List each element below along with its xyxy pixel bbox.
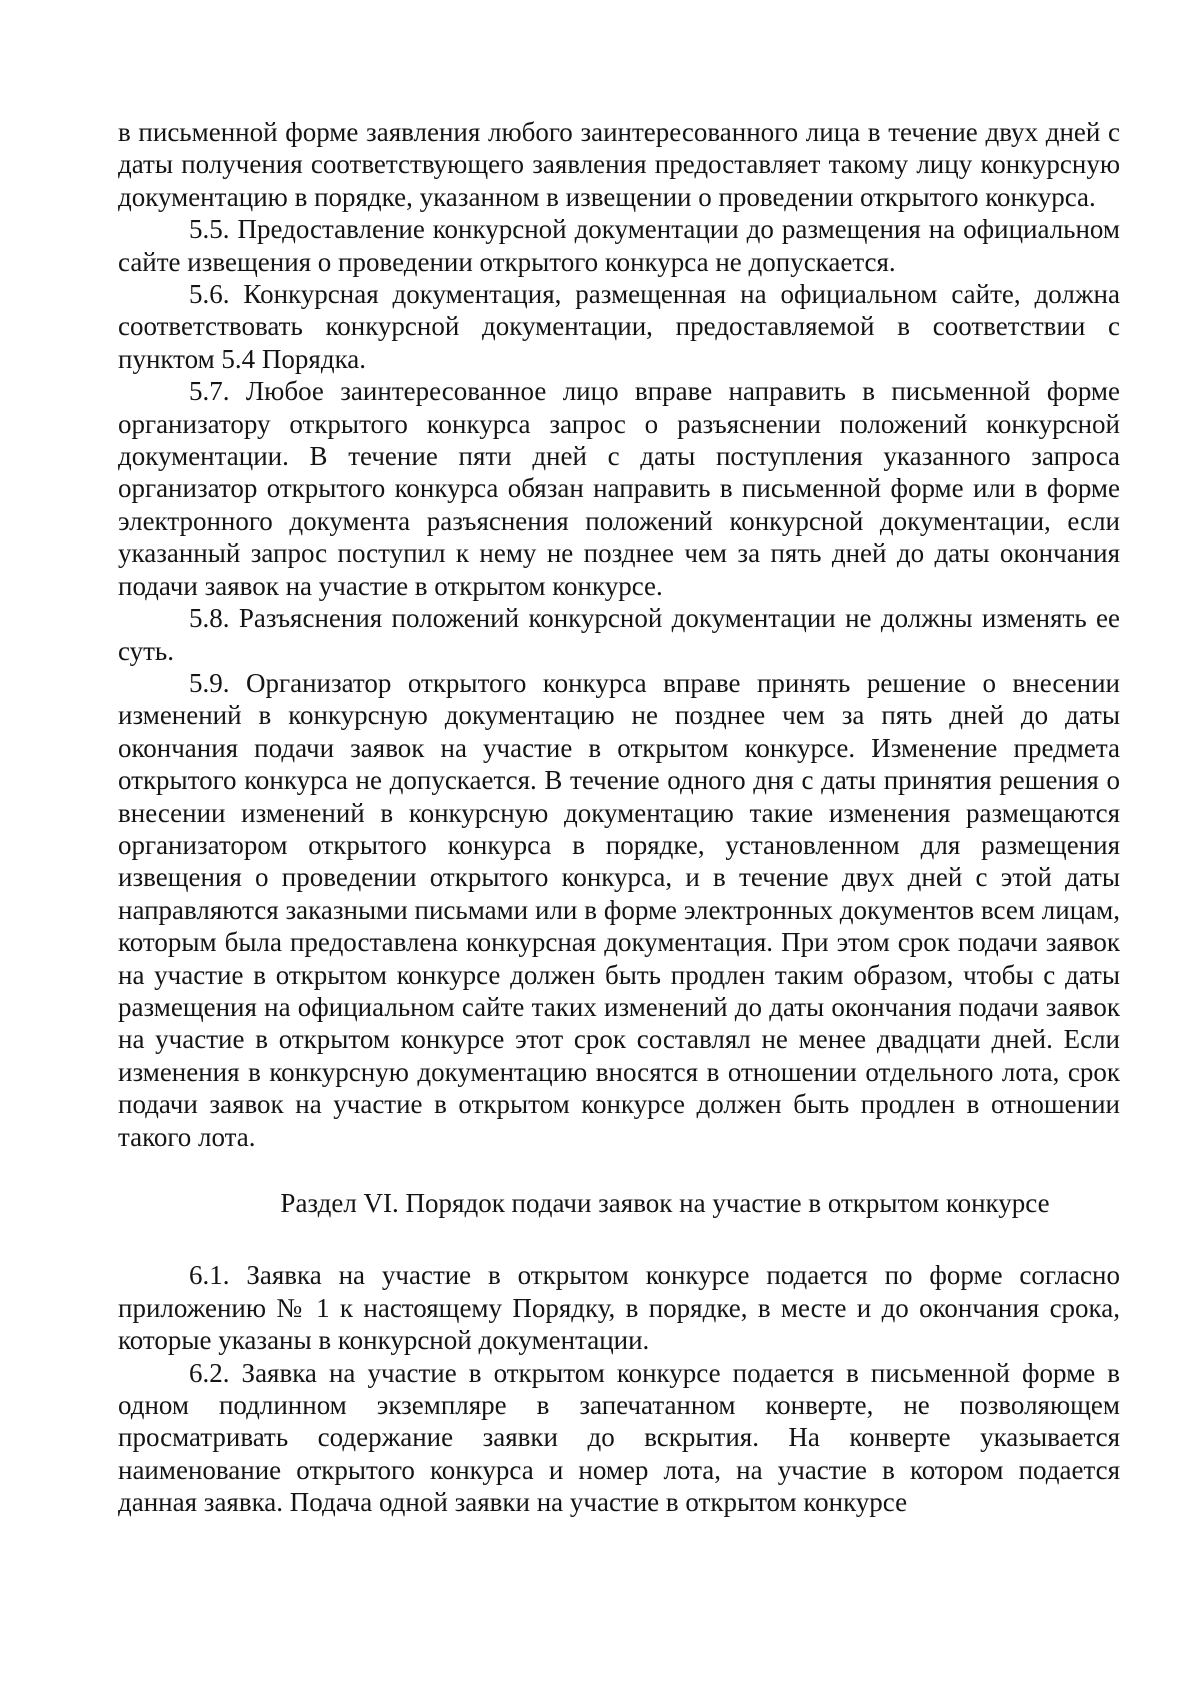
paragraph-continuation: в письменной форме заявления любого заинтересованного лица в течение двух дней с даты получения соответствующего заявления предоставляет такому лицу конкурсную документацию в порядке, указанном в извещении о проведении открытого конкурса. (118, 117, 1120, 212)
document-page (118, 116, 1120, 1519)
spacer (118, 1153, 1120, 1187)
paragraph-5-9: 5.9. Организатор открытого конкурса вправе принять решение о внесении изменений в конкурсную документацию не позднее чем за пять дней до даты окончания подачи заявок на участие в открытом конкурсе. Изменение предмета открытого конкурса не допускается. В течение одного дня с даты принятия решения о внесении изменений в конкурсную документацию такие изменения размещаются организатором открытого конкурса в порядке, установленном для размещения извещения о проведении открытого конкурса, и в течение двух дней с этой даты направляются заказными письмами или в форме электронных документов всем лицам, которым была предоставлена конкурсная документация. При этом срок подачи заявок на участие в открытом конкурсе должен быть продлен таким образом, чтобы с даты размещения на официальном сайте таких изменений до даты окончания подачи заявок на участие в открытом конкурсе этот срок составлял не менее двадцати дней. Если изменения в конкурсную документацию вносятся в отношении отдельного лота, срок подачи заявок на участие в открытом конкурсе должен быть продлен в отношении такого лота. (118, 667, 1120, 1152)
paragraph-5-5: 5.5. Предоставление конкурсной документации до размещения на официальном сайте извещения о проведении открытого конкурса не допускается. (118, 214, 1120, 277)
paragraph-5-6: 5.6. Конкурсная документация, размещенная на официальном сайте, должна соответствовать конкурсной документации, предоставляемой в соответствии с пунктом 5.4 Порядка. (118, 279, 1120, 374)
paragraph-6-2: 6.2. Заявка на участие в открытом конкурсе подается в письменной форме в одном подлинном экземпляре в запечатанном конверте, не позволяющем просматривать содержание заявки до вскрытия. На конверте указывается наименование открытого конкурса и номер лота, на участие в котором подается данная заявка. Подача одной заявки на участие в открытом конкурсе (118, 1357, 1120, 1518)
paragraph-5-8: 5.8. Разъяснения положений конкурсной документации не должны изменять ее суть. (118, 603, 1120, 666)
paragraph-5-7: 5.7. Любое заинтересованное лицо вправе направить в письменной форме организатору открытого конкурса запрос о разъяснении положений конкурсной документации. В течение пяти дней с даты поступления указанного запроса организатор открытого конкурса обязан направить в письменной форме или в форме электронного документа разъяснения положений конкурсной документации, если указанный запрос поступил к нему не позднее чем за пять дней до даты окончания подачи заявок на участие в открытом конкурсе. (118, 376, 1120, 601)
spacer (118, 1219, 1120, 1259)
paragraph-6-1: 6.1. Заявка на участие в открытом конкурсе подается по форме согласно приложению № 1 к настоящему Порядку, в порядке, в месте и до окончания срока, которые указаны в конкурсной документации. (118, 1260, 1120, 1356)
section-heading: Раздел VI. Порядок подачи заявок на участие в открытом конкурсе (280, 1188, 1050, 1218)
